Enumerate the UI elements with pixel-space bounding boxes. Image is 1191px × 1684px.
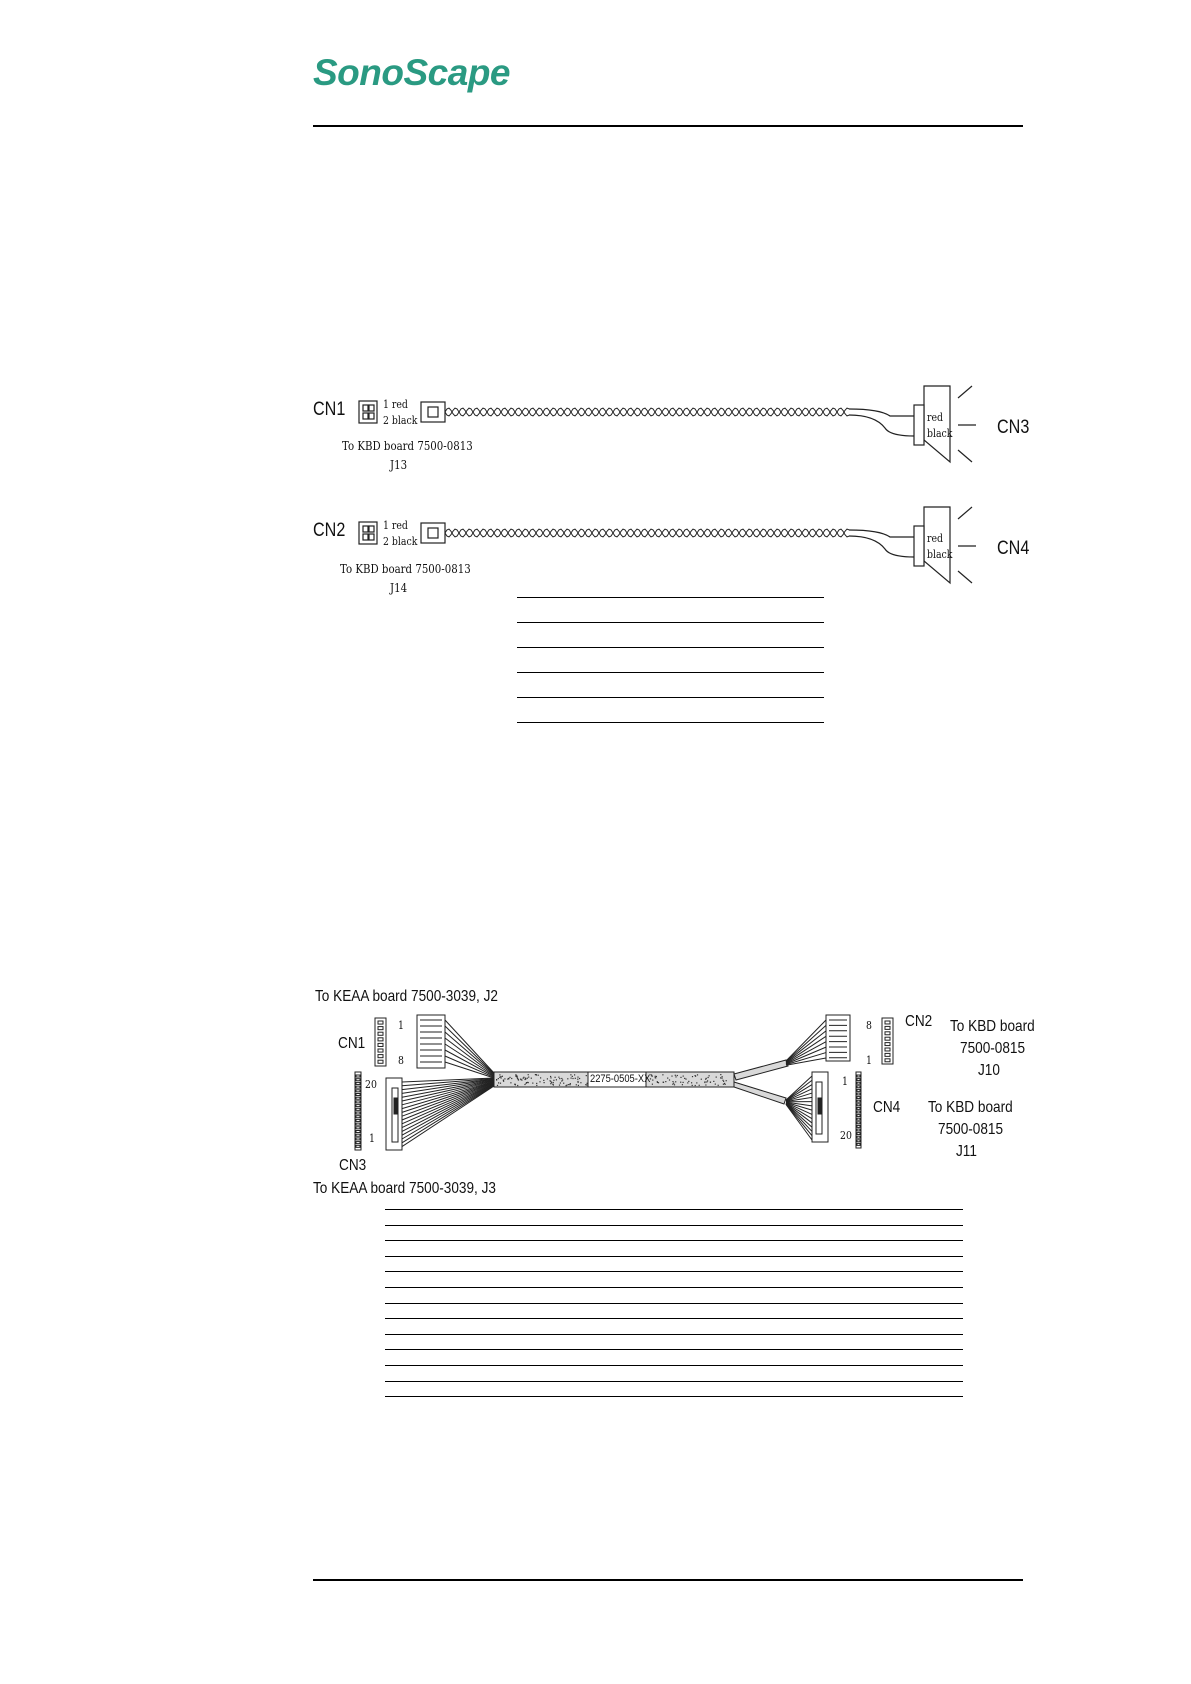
cn4-label: CN4 — [873, 1099, 901, 1116]
cable1-pin2-label: 2 black — [383, 414, 418, 427]
table-2-rule — [385, 1318, 963, 1319]
cn1-pin-end: 8 — [398, 1054, 404, 1067]
cn4-destination-line-3: J11 — [956, 1143, 977, 1160]
cn4-pin-start: 1 — [842, 1075, 848, 1088]
cn4-destination-line-2: 7500-0815 — [938, 1121, 1004, 1138]
cable1-left-connector-label: CN1 — [313, 399, 346, 420]
cable1-right-connector-label: CN3 — [997, 417, 1030, 438]
table-1-rule — [517, 722, 824, 723]
cn4-destination-line-1: To KBD board — [928, 1099, 1013, 1116]
table-2-rule — [385, 1287, 963, 1288]
cable2-pin2-label: 2 black — [383, 535, 418, 548]
cn1-pin-start: 1 — [398, 1019, 404, 1032]
table-2-rule — [385, 1396, 963, 1397]
cable2-jack-label: J14 — [390, 581, 408, 595]
cable1-jack-label: J13 — [390, 458, 408, 472]
table-2-rule — [385, 1209, 963, 1210]
cable1-speaker-black-label: black — [927, 427, 953, 440]
table-1-rule — [517, 597, 824, 598]
sonoscape-logo: SonoScape — [313, 52, 510, 93]
cn2-destination-line-1: To KBD board — [950, 1018, 1035, 1035]
cn3-pin-start: 20 — [365, 1078, 377, 1091]
cable2-speaker-black-label: black — [927, 548, 953, 561]
cable2-pin1-label: 1 red — [383, 519, 408, 532]
cable2-destination-label: To KBD board 7500-0813 — [340, 562, 471, 576]
table-1-rule — [517, 672, 824, 673]
cn1-destination-label: To KEAA board 7500-3039, J2 — [315, 988, 498, 1005]
table-2-rule — [385, 1349, 963, 1350]
cable2-left-connector-label: CN2 — [313, 520, 346, 541]
table-1-rule — [517, 647, 824, 648]
table-2-rule — [385, 1225, 963, 1226]
cn2-pin-start: 8 — [866, 1019, 872, 1032]
cn3-label: CN3 — [339, 1157, 367, 1174]
cn2-label: CN2 — [905, 1013, 933, 1030]
table-2-rule — [385, 1303, 963, 1304]
table-1-rule — [517, 622, 824, 623]
cable-part-number: 2275-0505-XX — [590, 1073, 651, 1085]
cable1-destination-label: To KBD board 7500-0813 — [342, 439, 473, 453]
cn2-destination-line-3: J10 — [978, 1062, 1000, 1079]
cn3-destination-label: To KEAA board 7500-3039, J3 — [313, 1180, 496, 1197]
cable1-pin1-label: 1 red — [383, 398, 408, 411]
cable2-right-connector-label: CN4 — [997, 538, 1030, 559]
cn1-label: CN1 — [338, 1035, 366, 1052]
table-2-rule — [385, 1256, 963, 1257]
cable1-speaker-red-label: red — [927, 411, 943, 424]
cn3-pin-end: 1 — [369, 1132, 375, 1145]
table-2-rule — [385, 1334, 963, 1335]
table-2-rule — [385, 1381, 963, 1382]
table-2-rule — [385, 1365, 963, 1366]
cn2-destination-line-2: 7500-0815 — [960, 1040, 1026, 1057]
cn2-pin-end: 1 — [866, 1054, 872, 1067]
table-1-rule — [517, 697, 824, 698]
table-2-rule — [385, 1240, 963, 1241]
table-2-rule — [385, 1271, 963, 1272]
cn4-pin-end: 20 — [840, 1129, 852, 1142]
cable2-speaker-red-label: red — [927, 532, 943, 545]
